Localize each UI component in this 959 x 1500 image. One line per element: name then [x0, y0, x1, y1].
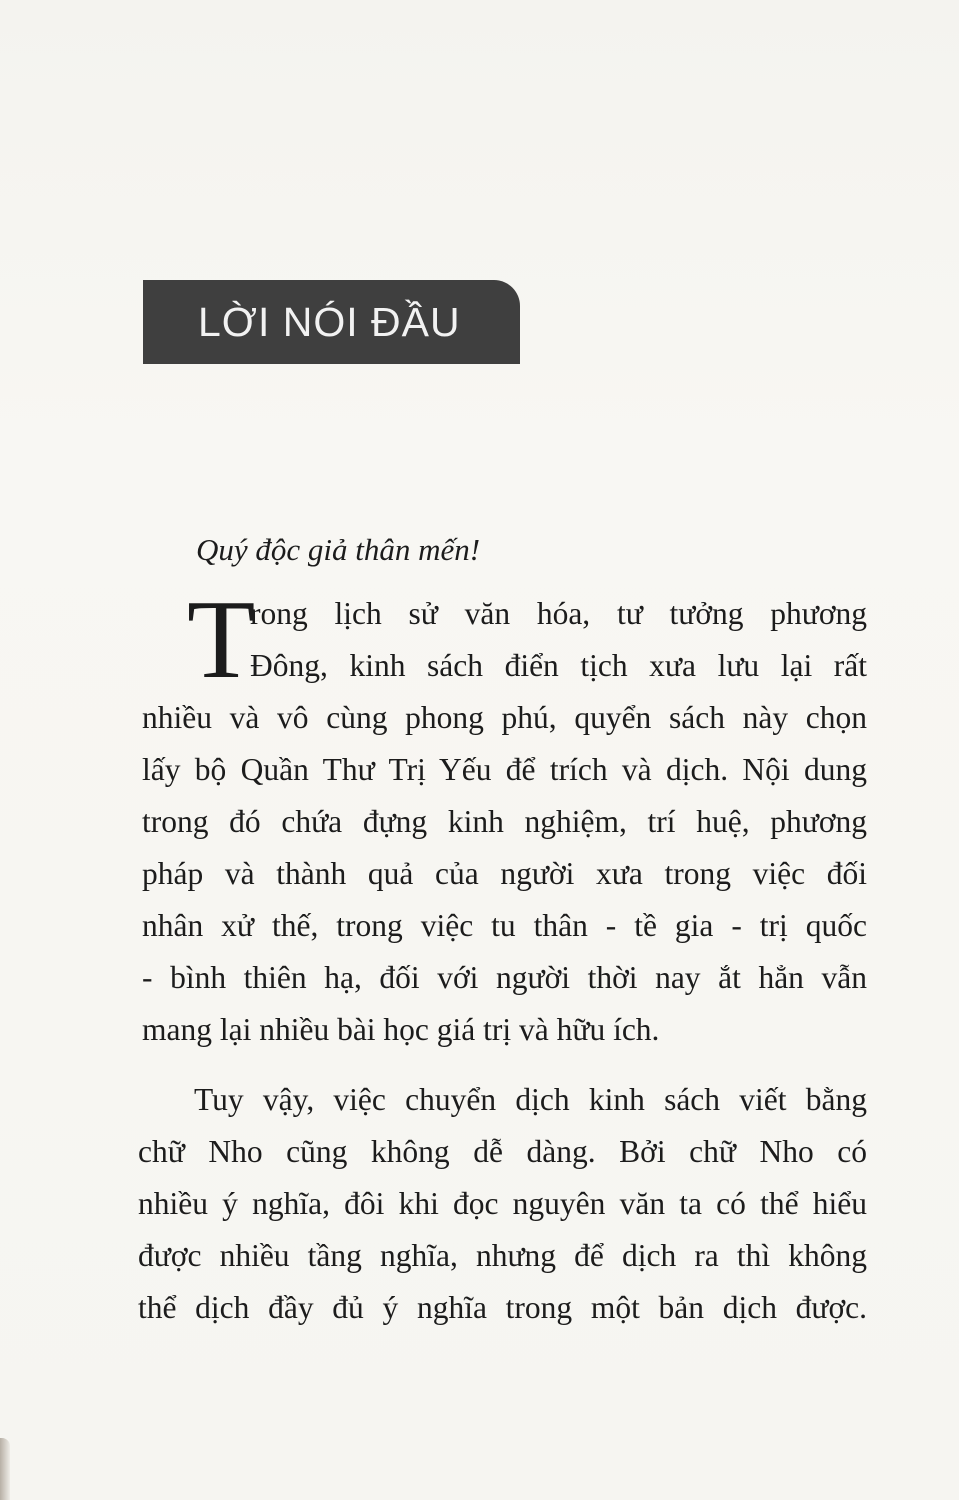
paragraph-2-line: nhiều ý nghĩa, đôi khi đọc nguyên văn ta có thể hiểu	[138, 1186, 867, 1221]
paragraph-1-line: mang lại nhiều bài học giá trị và hữu ích.	[142, 1012, 660, 1047]
paragraph-2-line: Tuy vậy, việc chuyển dịch kinh sách viết bằng	[194, 1082, 867, 1117]
drop-cap: T	[187, 578, 256, 702]
greeting-line: Quý độc giả thân mến!	[196, 532, 481, 567]
paragraph-1-line: nhiều và vô cùng phong phú, quyển sách này chọn	[142, 700, 867, 735]
paragraph-1-line: - bình thiên hạ, đối với người thời nay ắt hẳn vẫn	[142, 960, 867, 995]
paragraph-2-line: chữ Nho cũng không dễ dàng. Bởi chữ Nho có	[138, 1134, 867, 1169]
page-edge-shadow	[0, 1438, 10, 1500]
chapter-heading: LỜI NÓI ĐẦU	[198, 299, 461, 345]
paragraph-1-line: nhân xử thế, trong việc tu thân - tề gia - trị quốc	[142, 908, 867, 943]
paragraph-1-line: lấy bộ Quần Thư Trị Yếu để trích và dịch. Nội dung	[142, 752, 867, 787]
paragraph-1-line: pháp và thành quả của người xưa trong việc đối	[142, 856, 867, 891]
paragraph-1-line: rong lịch sử văn hóa, tư tưởng phương	[250, 596, 867, 631]
paragraph-1-line: trong đó chứa đựng kinh nghiệm, trí huệ, phương	[142, 804, 867, 839]
paragraph-2-line: được nhiều tầng nghĩa, nhưng để dịch ra thì không	[138, 1238, 867, 1273]
paragraph-2-line: thể dịch đầy đủ ý nghĩa trong một bản dịch được.	[138, 1290, 867, 1325]
chapter-heading-box	[143, 280, 520, 364]
paragraph-1-line: Đông, kinh sách điển tịch xưa lưu lại rất	[250, 648, 867, 683]
